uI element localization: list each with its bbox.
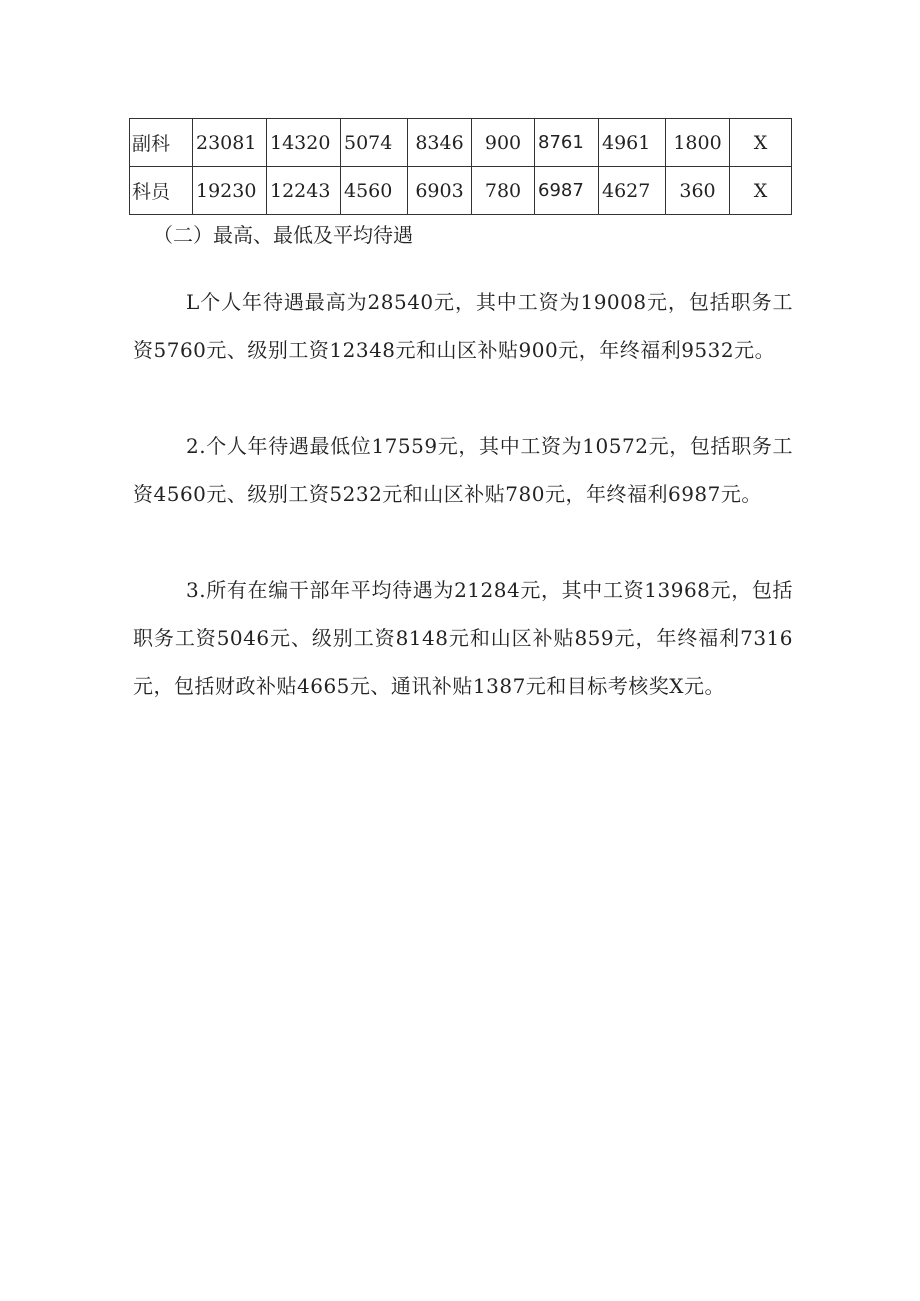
table-row [130,119,792,167]
table-cell: 900 [472,119,535,167]
table-cell: 23081 [193,119,267,167]
table-cell: 4560 [341,167,408,215]
table-cell: 14320 [267,119,341,167]
salary-table [129,118,792,215]
table-cell: 6987 [535,167,599,215]
table-cell: 19230 [193,167,267,215]
table-cell: 780 [472,167,535,215]
table-cell: 4961 [599,119,666,167]
table-row [130,167,792,215]
table-cell: 6903 [408,167,472,215]
table-cell: 5074 [341,119,408,167]
table-cell: 8761 [535,119,599,167]
table-cell: 8346 [408,119,472,167]
row-label: 科员 [130,167,193,215]
table-cell: X [730,119,792,167]
row-label: 副科 [130,119,193,167]
table-cell: 4627 [599,167,666,215]
table-cell: 12243 [267,167,341,215]
paragraph-highest: L个人年待遇最高为28540元，其中工资为19008元，包括职务工资5760元、级别工资12348元和山区补贴900元，年终福利9532元。 [133,290,793,362]
table-cell: 1800 [666,119,730,167]
table-cell: X [730,167,792,215]
section-heading: （二）最高、最低及平均待遇 [153,223,413,247]
paragraph-lowest: 2.个人年待遇最低位17559元，其中工资为10572元，包括职务工资4560元、级别工资5232元和山区补贴780元，年终福利6987元。 [133,434,793,506]
table-cell: 360 [666,167,730,215]
paragraph-average: 3.所有在编干部年平均待遇为21284元，其中工资13968元，包括职务工资5046元、级别工资8148元和山区补贴859元，年终福利7316元，包括财政补贴4665元、通讯补贴1387元和目标考核奖X元。 [133,578,793,698]
